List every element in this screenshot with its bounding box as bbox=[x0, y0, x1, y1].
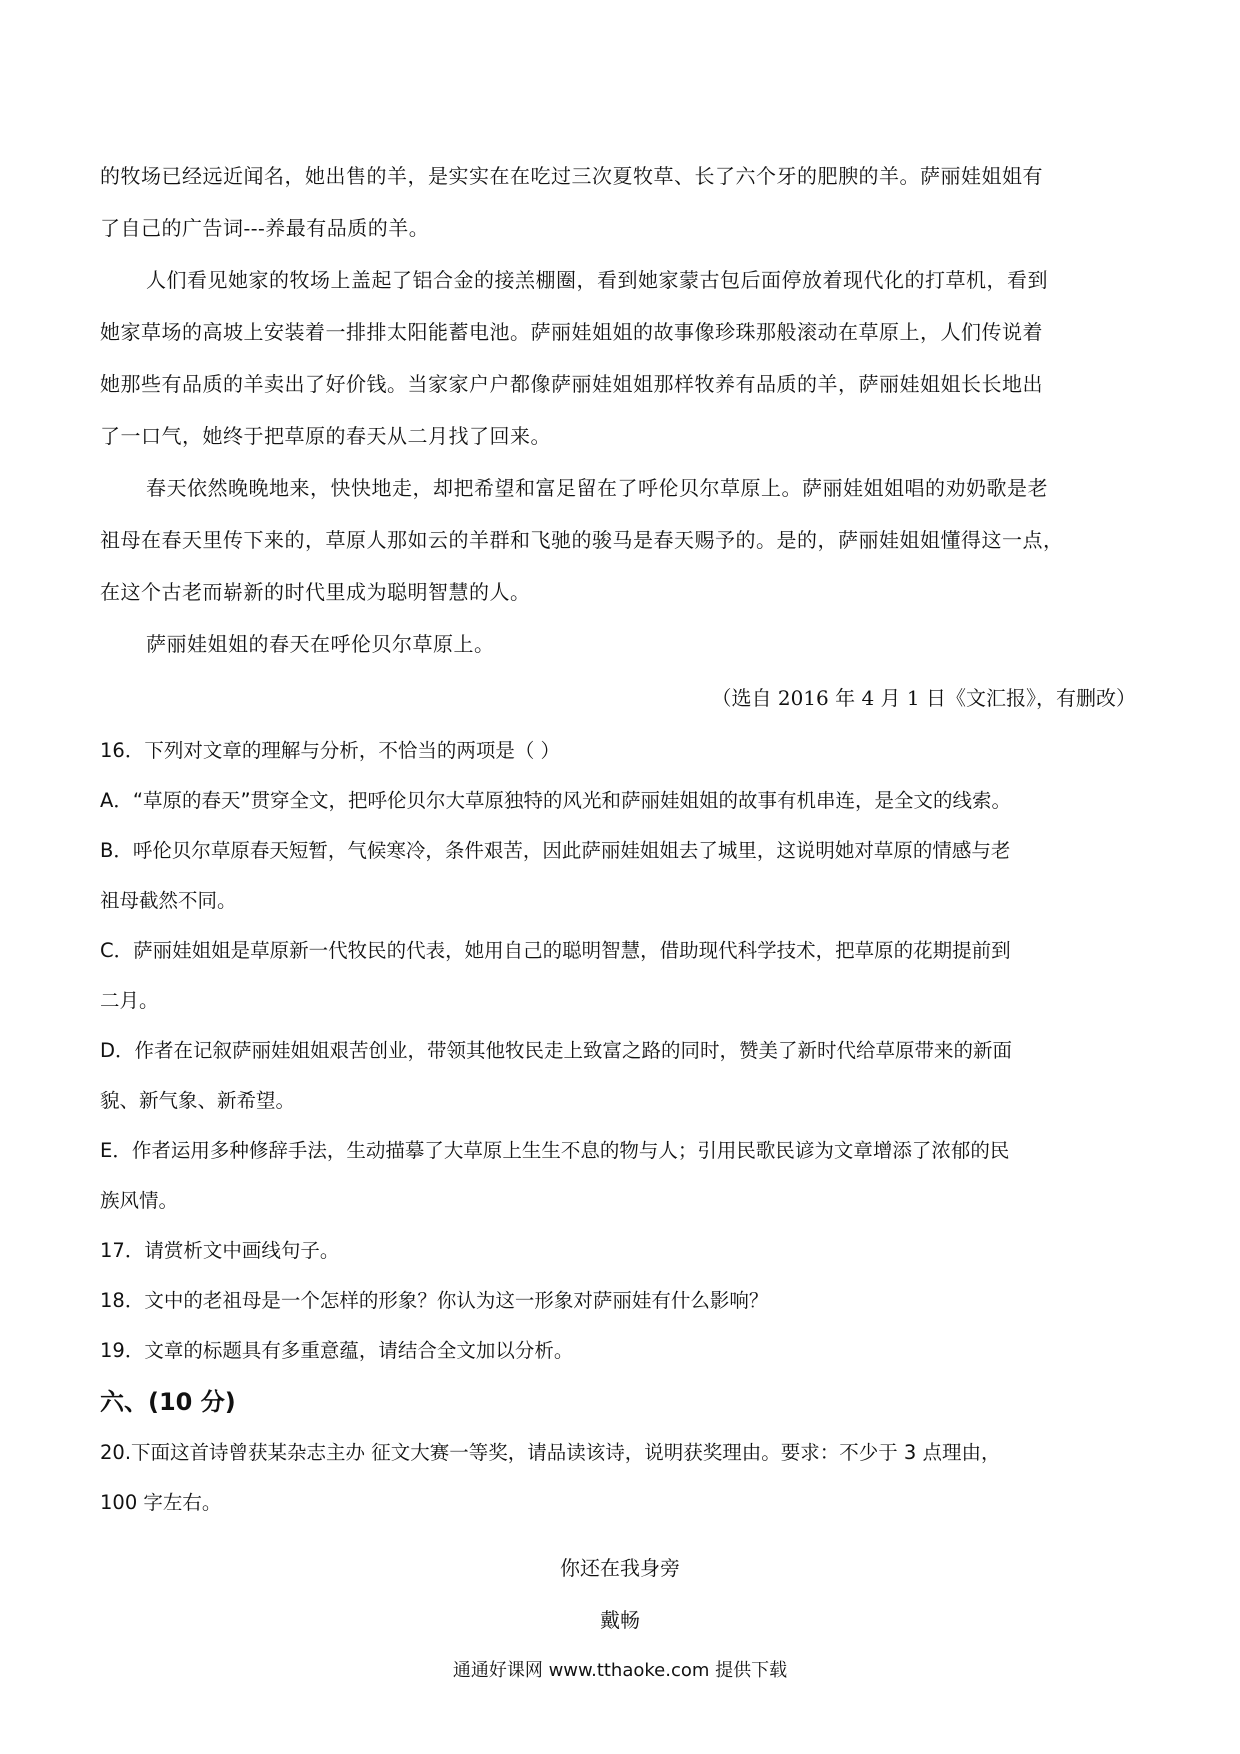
question-16 bbox=[100, 726, 1140, 1226]
text-line: 祖母在春天里传下来的，草原人那如云的羊群和飞驰的骏马是春天赐予的。是的，萨丽娃姐姐懂得这一点， bbox=[100, 528, 1064, 552]
paragraph-2 bbox=[100, 254, 1140, 462]
poem-title: 你还在我身旁 bbox=[560, 1556, 680, 1580]
question-stem: 16．下列对文章的理解与分析，不恰当的两项是（ ） bbox=[100, 739, 561, 762]
option-e: E．作者运用多种修辞手法，生动描摹了大草原上生生不息的物与人；引用民歌民谚为文章增添了浓郁的民 bbox=[100, 1139, 1010, 1162]
option-d-cont: 貌、新气象、新希望。 bbox=[100, 1089, 296, 1112]
paragraph-4 bbox=[100, 618, 1140, 670]
poem-author: 戴畅 bbox=[600, 1608, 640, 1632]
text-line: 了一口气，她终于把草原的春天从二月找了回来。 bbox=[100, 424, 551, 448]
question-20-cont: 100 字左右。 bbox=[100, 1491, 222, 1514]
source-citation: （选自 2016 年 4 月 1 日《文汇报》，有删改） bbox=[711, 686, 1136, 710]
option-c-cont: 二月。 bbox=[100, 989, 159, 1012]
question-18: 18．文中的老祖母是一个怎样的形象？你认为这一形象对萨丽娃有什么影响？ bbox=[100, 1289, 769, 1312]
text-line: 她家草场的高坡上安装着一排排太阳能蓄电池。萨丽娃姐姐的故事像珍珠那般滚动在草原上，人们传说着 bbox=[100, 320, 1043, 344]
document-page bbox=[100, 150, 1140, 1646]
option-c: C．萨丽娃姐姐是草原新一代牧民的代表，她用自己的聪明智慧，借助现代科学技术，把草原的花期提前到 bbox=[100, 939, 1011, 962]
text-line: 她那些有品质的羊卖出了好价钱。当家家户户都像萨丽娃姐姐那样牧养有品质的羊，萨丽娃姐姐长长地出 bbox=[100, 372, 1043, 396]
option-d: D．作者在记叙萨丽娃姐姐艰苦创业，带领其他牧民走上致富之路的同时，赞美了新时代给草原带来的新面 bbox=[100, 1039, 1013, 1062]
text-line: 萨丽娃姐姐的春天在呼伦贝尔草原上。 bbox=[146, 632, 495, 656]
text-line: 的牧场已经远近闻名，她出售的羊，是实实在在吃过三次夏牧草、长了六个牙的肥腴的羊。萨丽娃姐姐有 bbox=[100, 164, 1043, 188]
text-line: 人们看见她家的牧场上盖起了铝合金的接羔棚圈，看到她家蒙古包后面停放着现代化的打草机，看到 bbox=[146, 268, 1048, 292]
text-line: 春天依然晚晚地来，快快地走，却把希望和富足留在了呼伦贝尔草原上。萨丽娃姐姐唱的劝奶歌是老 bbox=[146, 476, 1048, 500]
question-20: 20.下面这首诗曾获某杂志主办 征文大赛一等奖，请品读该诗，说明获奖理由。要求：不少于 3 点理由， bbox=[100, 1441, 1001, 1464]
text-line: 了自己的广告词---养最有品质的羊。 bbox=[100, 216, 430, 240]
paragraph-1 bbox=[100, 150, 1140, 254]
option-e-cont: 族风情。 bbox=[100, 1189, 179, 1212]
option-b: B．呼伦贝尔草原春天短暂，气候寒冷，条件艰苦，因此萨丽娃姐姐去了城里，这说明她对草原的情感与老 bbox=[100, 839, 1011, 862]
question-19: 19．文章的标题具有多重意蕴，请结合全文加以分析。 bbox=[100, 1339, 574, 1362]
text-line: 在这个古老而崭新的时代里成为聪明智慧的人。 bbox=[100, 580, 531, 604]
question-17: 17．请赏析文中画线句子。 bbox=[100, 1239, 340, 1262]
section-heading: 六、(10 分) bbox=[100, 1388, 236, 1416]
paragraph-3 bbox=[100, 462, 1140, 618]
option-b-cont: 祖母截然不同。 bbox=[100, 889, 237, 912]
option-a: A．“草原的春天”贯穿全文，把呼伦贝尔大草原独特的风光和萨丽娃姐姐的故事有机串连，是全文的线索。 bbox=[100, 789, 1012, 812]
page-footer: 通通好课网 www.tthaoke.com 提供下载 bbox=[452, 1660, 788, 1681]
